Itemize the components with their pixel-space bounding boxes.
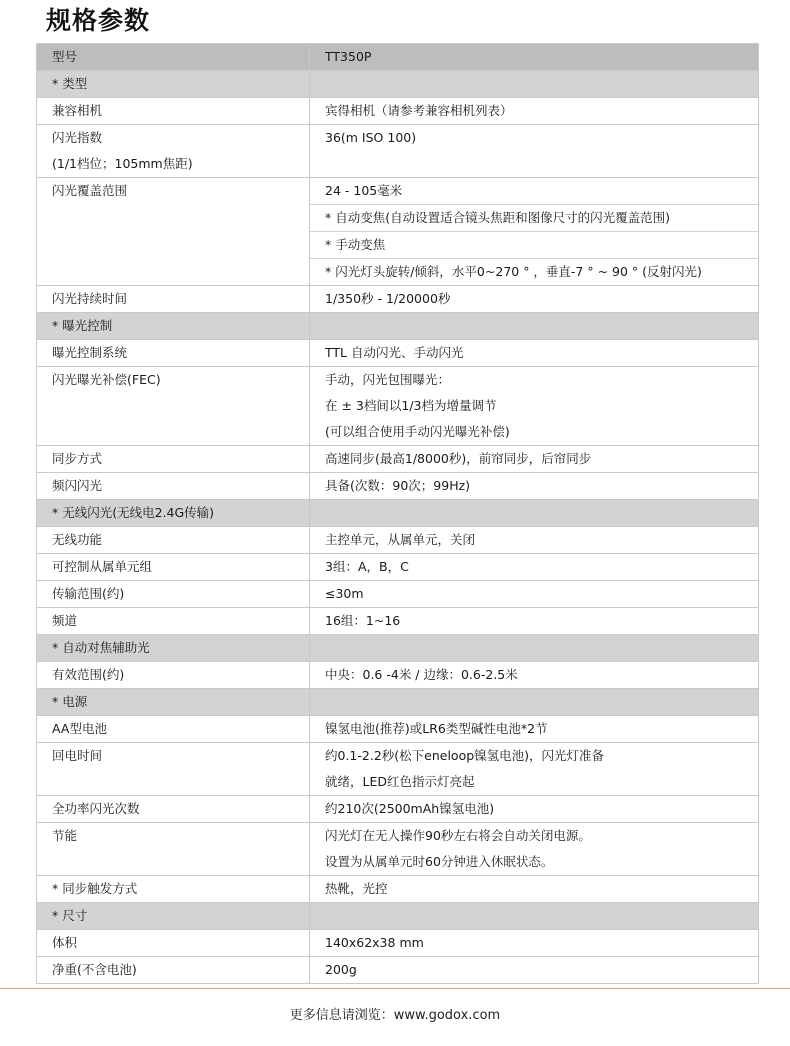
table-row: [37, 98, 759, 125]
section-label: * 自动对焦辅助光: [52, 640, 150, 655]
spec-value-cell: [310, 743, 759, 796]
spec-label: 有效范围(约): [52, 667, 125, 682]
spec-label: 净重(不含电池): [52, 962, 137, 977]
spec-label-cell: [37, 716, 310, 743]
section-row: [37, 71, 759, 98]
spec-label: 回电时间: [52, 748, 103, 763]
section-label: * 曝光控制: [52, 318, 113, 333]
table-row: [37, 716, 759, 743]
spec-label-cell: [37, 823, 310, 876]
spec-value: 中央：0.6 -4米 / 边缘：0.6-2.5米: [325, 667, 518, 682]
spec-label: 无线功能: [52, 532, 103, 547]
table-row: [37, 340, 759, 367]
spec-value-cell: [310, 876, 759, 903]
section-row: [37, 635, 759, 662]
section-empty-cell: [310, 689, 759, 716]
table-row: [37, 581, 759, 608]
spec-label-cell: [37, 662, 310, 689]
table-row: [37, 796, 759, 823]
table-row: [37, 125, 759, 178]
spec-label: 闪光曝光补偿(FEC): [52, 372, 161, 387]
spec-label-cell: [37, 796, 310, 823]
spec-label-cell: [37, 286, 310, 313]
table-row: [37, 554, 759, 581]
spec-value-cell: [310, 823, 759, 876]
spec-value: * 闪光灯头旋转/倾斜，水平0~270 ° ，垂直-7 ° ~ 90 ° (反射闪光): [310, 258, 758, 285]
section-empty-cell: [310, 500, 759, 527]
spec-label: 节能: [52, 828, 78, 843]
spec-label-cell: [37, 178, 310, 286]
spec-value-cell: [310, 286, 759, 313]
spec-value: * 手动变焦: [310, 231, 758, 258]
spec-label: 频道: [52, 613, 78, 628]
spec-table: [36, 43, 759, 984]
table-row: [37, 876, 759, 903]
section-empty-cell: [310, 71, 759, 98]
section-row: [37, 903, 759, 930]
spec-value-cell: [310, 473, 759, 500]
spec-value: 手动，闪光包围曝光：: [325, 372, 451, 387]
spec-label: 频闪闪光: [52, 478, 103, 493]
section-row: [37, 500, 759, 527]
section-empty-cell: [310, 903, 759, 930]
spec-value: ≤30m: [325, 586, 364, 601]
page-title: 规格参数: [46, 6, 151, 35]
spec-value: * 自动变焦(自动设置适合镜头焦距和图像尺寸的闪光覆盖范围): [310, 204, 758, 231]
spec-label: 全功率闪光次数: [52, 801, 140, 816]
spec-label: (1/1档位；105mm焦距): [52, 156, 193, 171]
spec-value-cell: [310, 125, 759, 178]
spec-label: AA型电池: [52, 721, 107, 736]
header-label: 型号: [52, 49, 78, 64]
spec-value: 200g: [325, 962, 357, 977]
section-label: * 尺寸: [52, 908, 88, 923]
section-empty-cell: [310, 635, 759, 662]
spec-label-cell: [37, 876, 310, 903]
section-empty-cell: [310, 313, 759, 340]
section-label: * 类型: [52, 76, 88, 91]
spec-label: 可控制从属单元组: [52, 559, 153, 574]
section-row: [37, 313, 759, 340]
spec-label: 闪光覆盖范围: [52, 183, 128, 198]
spec-value: 具备(次数：90次；99Hz): [325, 478, 471, 493]
section-label-cell: [37, 71, 310, 98]
header-value-cell: [310, 44, 759, 71]
footer-text: 更多信息请浏览：www.godox.com: [289, 1008, 501, 1023]
spec-label-cell: [37, 743, 310, 796]
spec-label: 体积: [52, 935, 78, 950]
spec-value: 设置为从属单元时60分钟进入休眠状态。: [325, 854, 554, 869]
spec-value: 高速同步(最高1/8000秒)，前帘同步，后帘同步: [325, 451, 592, 466]
spec-value-cell: [310, 340, 759, 367]
spec-value: 镍氢电池(推荐)或LR6类型碱性电池*2节: [325, 721, 548, 736]
section-label-cell: [37, 635, 310, 662]
spec-value-cell: [310, 554, 759, 581]
spec-value: 24 - 105毫米: [325, 183, 403, 198]
spec-value-cell: [310, 608, 759, 635]
table-row: [37, 446, 759, 473]
spec-label-cell: [37, 554, 310, 581]
section-label-cell: [37, 500, 310, 527]
spec-value: 1/350秒 - 1/20000秒: [325, 291, 451, 306]
section-label-cell: [37, 313, 310, 340]
spec-value: 约210次(2500mAh镍氢电池): [325, 801, 495, 816]
table-row: [37, 743, 759, 796]
spec-value: (可以组合使用手动闪光曝光补偿): [325, 424, 510, 439]
table-row: [37, 473, 759, 500]
spec-label: 闪光持续时间: [52, 291, 128, 306]
header-label-cell: [37, 44, 310, 71]
spec-label-cell: [37, 473, 310, 500]
spec-label-cell: [37, 581, 310, 608]
table-row: [37, 367, 759, 446]
spec-value-cell: [310, 662, 759, 689]
table-row: [37, 823, 759, 876]
table-header-row: [37, 44, 759, 71]
spec-label: 闪光指数: [52, 130, 103, 145]
spec-label-cell: [37, 527, 310, 554]
spec-label: 传输范围(约): [52, 586, 125, 601]
spec-value: 约0.1-2.2秒(松下eneloop镍氢电池)，闪光灯准备: [325, 748, 605, 763]
table-row: [37, 286, 759, 313]
spec-value-cell: [310, 98, 759, 125]
spec-value: 就绪，LED红色指示灯亮起: [325, 774, 475, 789]
spec-label-cell: [37, 930, 310, 957]
spec-value-cell: [310, 581, 759, 608]
spec-value-cell: [310, 957, 759, 984]
spec-label: 曝光控制系统: [52, 345, 128, 360]
spec-value: TTL 自动闪光、手动闪光: [325, 345, 464, 360]
spec-value-cell: [310, 716, 759, 743]
spec-value: 宾得相机（请参考兼容相机列表）: [325, 103, 513, 118]
spec-label-cell: [37, 446, 310, 473]
spec-value-cell: [310, 367, 759, 446]
spec-value: 36(m ISO 100): [325, 130, 417, 145]
section-label-cell: [37, 903, 310, 930]
spec-value-cell: [310, 178, 759, 286]
table-row: [37, 957, 759, 984]
section-row: [37, 689, 759, 716]
table-row: [37, 178, 759, 286]
spec-value: 16组：1~16: [325, 613, 401, 628]
spec-label: 同步方式: [52, 451, 103, 466]
spec-table-body: [37, 44, 759, 984]
table-row: [37, 608, 759, 635]
spec-label-cell: [37, 957, 310, 984]
spec-value: 在 ± 3档间以1/3档为增量调节: [325, 398, 497, 413]
section-label-cell: [37, 689, 310, 716]
table-row: [37, 527, 759, 554]
spec-value-cell: [310, 446, 759, 473]
spec-value: 3组：A，B，C: [325, 559, 409, 574]
spec-value-cell: [310, 527, 759, 554]
table-row: [37, 662, 759, 689]
spec-value-cell: [310, 796, 759, 823]
header-value: TT350P: [325, 49, 372, 64]
table-row: [37, 930, 759, 957]
spec-label-cell: [37, 125, 310, 178]
spec-label: 兼容相机: [52, 103, 103, 118]
spec-label-cell: [37, 340, 310, 367]
spec-label-cell: [37, 98, 310, 125]
section-label: * 电源: [52, 694, 88, 709]
footer-divider: [0, 988, 790, 989]
spec-value: 热靴，光控: [325, 881, 388, 896]
spec-label-cell: [37, 608, 310, 635]
spec-label: * 同步触发方式: [52, 881, 138, 896]
section-label: * 无线闪光(无线电2.4G传输): [52, 505, 215, 520]
spec-value: 闪光灯在无人操作90秒左右将会自动关闭电源。: [325, 828, 591, 843]
spec-value: 140x62x38 mm: [325, 935, 424, 950]
spec-label-cell: [37, 367, 310, 446]
spec-value: 主控单元，从属单元，关闭: [325, 532, 476, 547]
spec-value-cell: [310, 930, 759, 957]
